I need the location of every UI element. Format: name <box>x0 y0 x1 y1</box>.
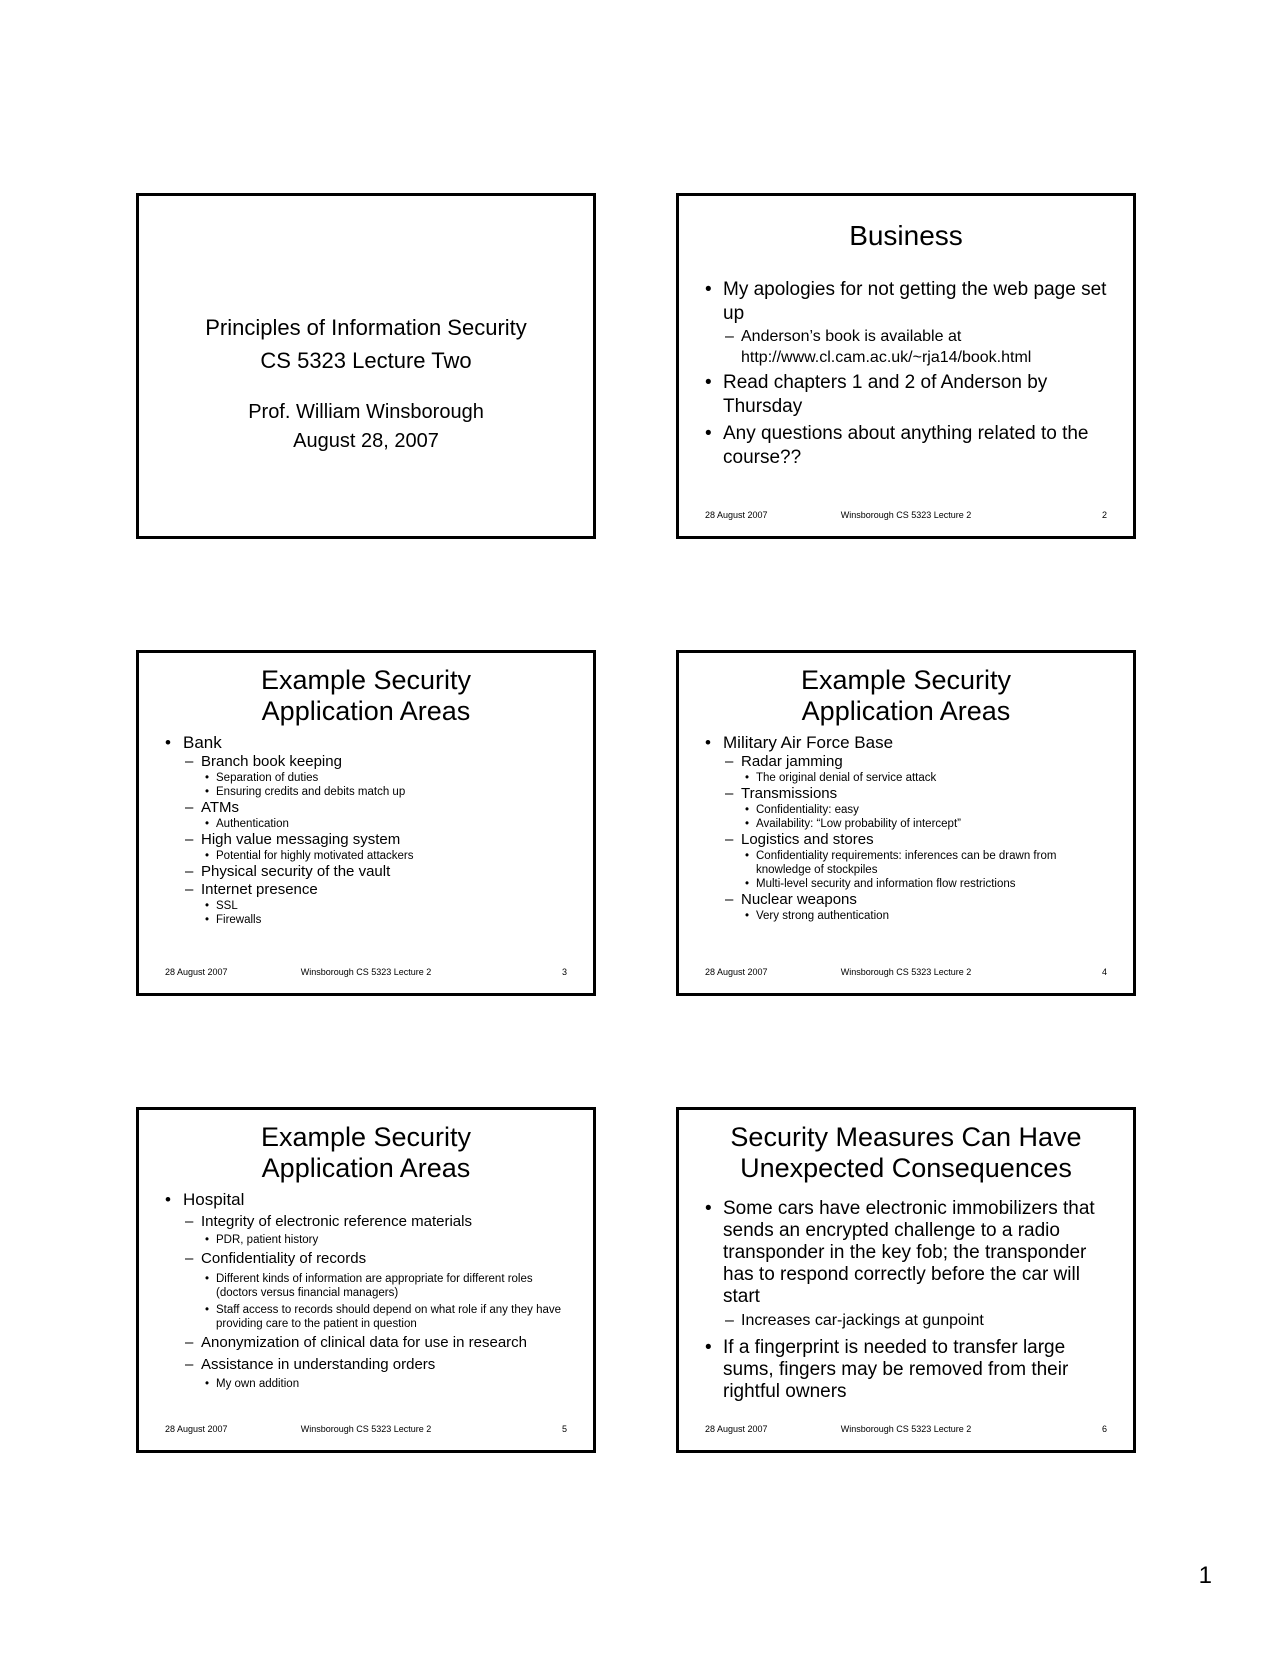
slide-number: 6 <box>1101 1424 1107 1434</box>
sub-bullet: – Nuclear weapons <box>725 891 1113 909</box>
slide-1-subtitle <box>139 398 593 456</box>
title-line: Example Security <box>800 665 1012 695</box>
footer-course: Winsborough CS 5323 Lecture 2 <box>840 510 972 520</box>
sub-bullet: – Confidentiality of records <box>185 1250 573 1268</box>
slide-number: 2 <box>1101 510 1107 520</box>
slide-3-body <box>165 733 573 927</box>
sub-sub-bullet: • Separation of duties <box>205 771 573 785</box>
sub-bullet: – Increases car-jackings at gunpoint <box>725 1311 1113 1331</box>
slide-5-title <box>139 1122 593 1184</box>
sub-sub-bullet: • Different kinds of information are appropriate for different roles (doctors versus financial managers) <box>205 1272 573 1300</box>
bullet: • My apologies for not getting the web page set up <box>705 278 1113 326</box>
slide-5-body <box>165 1190 573 1391</box>
slide-2 <box>676 193 1136 539</box>
slide-1 <box>136 193 596 539</box>
slide-number: 3 <box>561 967 567 977</box>
slide-1-date: August 28, 2007 <box>293 430 439 452</box>
footer-date: 28 August 2007 <box>705 1424 768 1434</box>
title-line: Example Security <box>260 1122 472 1152</box>
sub-sub-bullet: • Availability: “Low probability of intercept” <box>745 817 1113 831</box>
slide-footer <box>705 966 1107 978</box>
bullet: • If a fingerprint is needed to transfer large sums, fingers may be removed from their rightful owners <box>705 1337 1113 1403</box>
slide-6 <box>676 1107 1136 1453</box>
slide-3-title <box>139 665 593 727</box>
title-line: Unexpected Consequences <box>740 1153 1072 1183</box>
slide-6-body <box>705 1198 1113 1403</box>
sub-bullet: – Physical security of the vault <box>185 863 573 881</box>
slide-number: 4 <box>1101 967 1107 977</box>
slide-6-title <box>679 1122 1133 1184</box>
sub-bullet: – Anderson’s book is available at http://www.cl.cam.ac.uk/~rja14/book.html <box>725 326 1113 368</box>
sub-bullet: – Integrity of electronic reference materials <box>185 1213 573 1231</box>
slide-number: 5 <box>561 1424 567 1434</box>
slide-2-title: Business <box>849 220 963 251</box>
sub-bullet: – Anonymization of clinical data for use in research <box>185 1334 573 1352</box>
title-line: Security Measures Can Have <box>730 1122 1082 1152</box>
footer-course: Winsborough CS 5323 Lecture 2 <box>300 1424 432 1434</box>
footer-date: 28 August 2007 <box>165 1424 228 1434</box>
slide-4-title <box>679 665 1133 727</box>
bullet: • Read chapters 1 and 2 of Anderson by Thursday <box>705 371 1113 419</box>
slide-footer <box>165 1423 567 1435</box>
title-line: Application Areas <box>261 696 471 726</box>
slide-4 <box>676 650 1136 996</box>
sub-sub-bullet: • Very strong authentication <box>745 909 1113 923</box>
sub-sub-bullet: • Multi-level security and information flow restrictions <box>745 877 1113 891</box>
footer-course: Winsborough CS 5323 Lecture 2 <box>840 967 972 977</box>
slide-2-body <box>705 278 1113 470</box>
sub-sub-bullet: • The original denial of service attack <box>745 771 1113 785</box>
slide-footer <box>705 1423 1107 1435</box>
sub-bullet: – Logistics and stores <box>725 831 1113 849</box>
sub-bullet: – Internet presence <box>185 881 573 899</box>
title-line: Application Areas <box>801 696 1011 726</box>
bullet: • Hospital <box>165 1190 573 1210</box>
sub-sub-bullet: • Confidentiality requirements: inferences can be drawn from knowledge of stockpiles <box>745 849 1113 877</box>
page-number: 1 <box>1198 1562 1212 1589</box>
footer-course: Winsborough CS 5323 Lecture 2 <box>300 967 432 977</box>
sub-bullet: – Branch book keeping <box>185 753 573 771</box>
sub-sub-bullet: • Ensuring credits and debits match up <box>205 785 573 799</box>
sub-sub-bullet: • Authentication <box>205 817 573 831</box>
sub-sub-bullet: • Confidentiality: easy <box>745 803 1113 817</box>
sub-bullet: – Assistance in understanding orders <box>185 1356 573 1374</box>
footer-date: 28 August 2007 <box>165 967 228 977</box>
slide-4-body <box>705 733 1113 923</box>
sub-bullet: – Radar jamming <box>725 753 1113 771</box>
bullet: • Military Air Force Base <box>705 733 1113 753</box>
footer-date: 28 August 2007 <box>705 967 768 977</box>
sub-sub-bullet: • PDR, patient history <box>205 1233 573 1247</box>
slide-1-author: Prof. William Winsborough <box>248 401 484 423</box>
title-line: Application Areas <box>261 1153 471 1183</box>
footer-course: Winsborough CS 5323 Lecture 2 <box>840 1424 972 1434</box>
sub-sub-bullet: • My own addition <box>205 1377 573 1391</box>
bullet: • Bank <box>165 733 573 753</box>
title-line: Example Security <box>260 665 472 695</box>
slide-1-title-line-2: CS 5323 Lecture Two <box>260 348 472 373</box>
footer-date: 28 August 2007 <box>705 510 768 520</box>
slide-1-title <box>139 311 593 377</box>
sub-bullet: – ATMs <box>185 799 573 817</box>
slide-3 <box>136 650 596 996</box>
slide-footer <box>165 966 567 978</box>
sub-sub-bullet: • Staff access to records should depend on what role if any they have providing care to the patient in question <box>205 1303 573 1331</box>
slide-1-title-line-1: Principles of Information Security <box>205 315 527 340</box>
sub-sub-bullet: • SSL <box>205 899 573 913</box>
sub-sub-bullet: • Potential for highly motivated attackers <box>205 849 573 863</box>
bullet: • Some cars have electronic immobilizers that sends an encrypted challenge to a radio transponder in the key fob; the transponder has to respond correctly before the car will start <box>705 1198 1113 1308</box>
sub-sub-bullet: • Firewalls <box>205 913 573 927</box>
bullet: • Any questions about anything related to the course?? <box>705 422 1113 470</box>
sub-bullet: – Transmissions <box>725 785 1113 803</box>
slide-footer <box>705 509 1107 521</box>
sub-bullet: – High value messaging system <box>185 831 573 849</box>
slide-5 <box>136 1107 596 1453</box>
